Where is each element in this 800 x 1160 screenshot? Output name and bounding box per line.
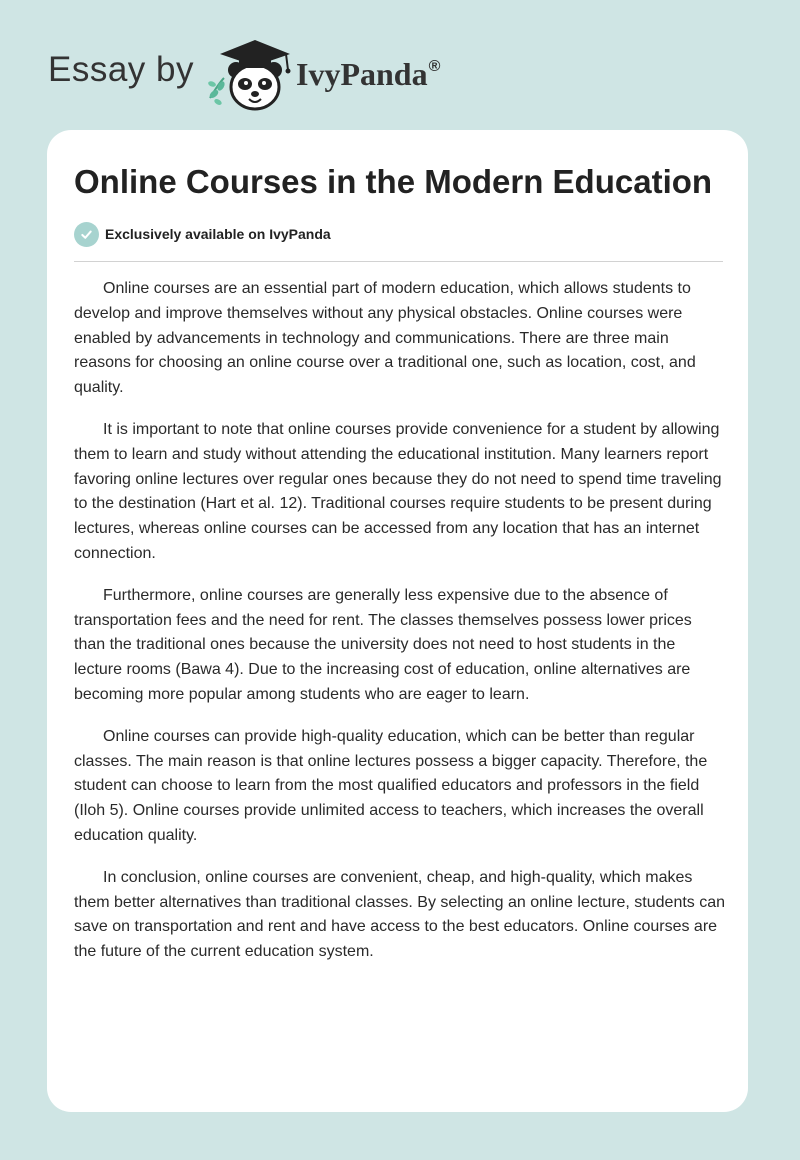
paragraph: It is important to note that online courses provide convenience for a student by allowing them to learn and study without attending the educational institution. Many learners report favoring online lectures over regular ones because they do not need to spend time traveling to the destination (Hart et al. 12). Traditional courses require students to be present during lectures, whereas online courses can be accessed from any location that has an internet connection. <box>74 420 722 562</box>
site-header <box>48 36 748 112</box>
paragraph: In conclusion, online courses are convenient, cheap, and high-quality, which makes them better alternatives than traditional classes. By selecting an online lecture, students can save on transportation and rent and have access to the best educators. Online courses are the future of the current education system. <box>74 868 726 961</box>
check-circle-icon <box>74 222 99 247</box>
panda-logo-icon[interactable] <box>202 36 302 112</box>
title-divider <box>74 261 723 262</box>
paragraph: Online courses are an essential part of modern education, which allows students to develop and improve themselves without any physical obstacles. Online courses were enabled by advancements in technology and communications. There are three main reasons for choosing an online course over a traditional one, such as location, cost, and quality. <box>74 280 696 397</box>
badge-label: Exclusively available on IvyPanda <box>105 226 331 242</box>
essay-by-label: Essay by <box>48 50 194 89</box>
essay-card <box>47 130 748 1112</box>
paragraph: Furthermore, online courses are generally less expensive due to the absence of transportation fees and the need for rent. The classes themselves possess lower prices than the traditional ones because the university does not need to host students in the lecture rooms (Bawa 4). Due to the increasing cost of education, online alternatives are becoming more popular among students who are eager to learn. <box>74 586 692 703</box>
page-title: Online Courses in the Modern Education <box>74 163 713 200</box>
brand-text: IvyPanda <box>296 56 428 92</box>
essay-body <box>74 277 726 982</box>
registered-mark: ® <box>428 58 441 75</box>
exclusive-badge <box>74 221 331 247</box>
brand-name[interactable] <box>296 56 440 93</box>
paragraph: Online courses can provide high-quality education, which can be better than regular classes. The main reason is that online lectures possess a bigger capacity. Therefore, the student can choose to learn from the most qualified educators and professors in the field (Iloh 5). Online courses provide unlimited access to teachers, which increases the overall education quality. <box>74 727 708 844</box>
